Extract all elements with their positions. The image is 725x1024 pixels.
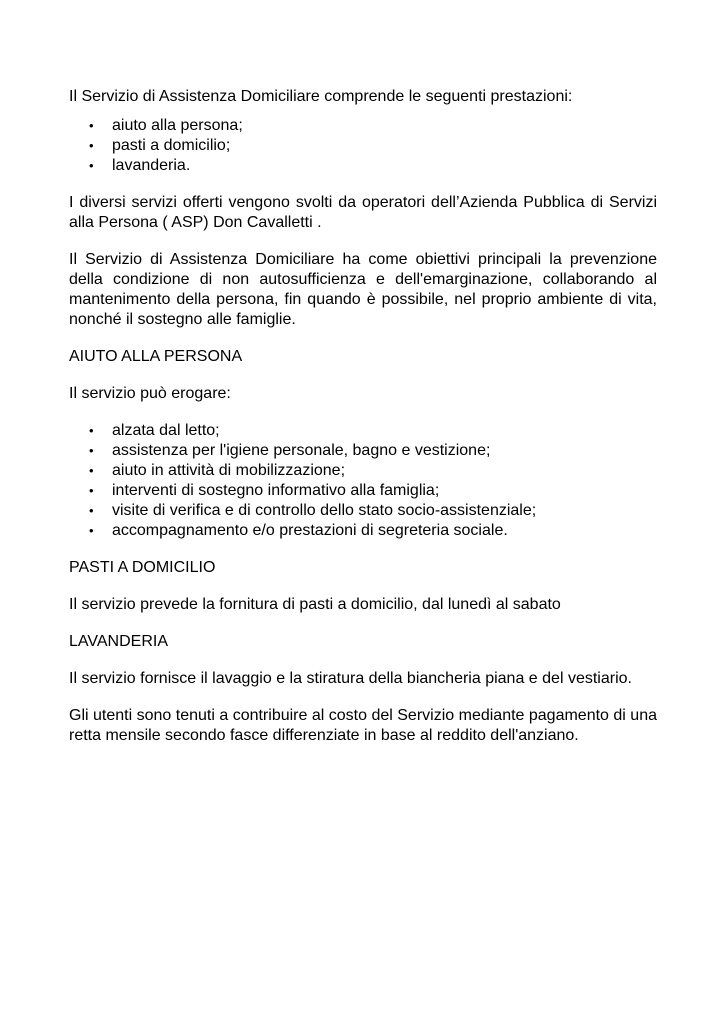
document-page [69,87,657,746]
bullet-icon: • [89,463,94,478]
bullet-icon: • [89,138,94,153]
services-list [69,116,657,176]
list-item [69,116,657,136]
list-item-text: lavanderia. [112,157,191,174]
list-item-text: pasti a domicilio; [112,137,231,154]
list-item [69,441,657,461]
section-text-meals: Il servizio prevede la fornitura di pasti a domicilio, dal lunedì al sabato [69,596,561,613]
intro-paragraph: Il Servizio di Assistenza Domiciliare comprende le seguenti prestazioni: [69,88,573,105]
list-item [69,461,657,481]
list-item [69,136,657,156]
fee-paragraph: Gli utenti sono tenuti a contribuire al costo del Servizio mediante pagamento di una retta mensile secondo fasce differenziate in base al reddito dell'anziano. [69,707,657,744]
person-services-list [69,421,657,541]
list-item [69,156,657,176]
list-item-text: aiuto alla persona; [112,117,243,134]
bullet-icon: • [89,483,94,498]
list-item-text: aiuto in attività di mobilizzazione; [112,462,346,479]
bullet-icon: • [89,158,94,173]
list-item [69,521,657,541]
section-heading-meals: PASTI A DOMICILIO [69,559,216,576]
list-item-text: assistenza per l'igiene personale, bagno e vestizione; [112,442,491,459]
bullet-icon: • [89,503,94,518]
section-text-laundry: Il servizio fornisce il lavaggio e la stiratura della biancheria piana e del vestiario. [69,670,632,687]
list-item-text: accompagnamento e/o prestazioni di segreteria sociale. [112,522,508,539]
objectives-paragraph: Il Servizio di Assistenza Domiciliare ha come obiettivi principali la prevenzione della condizione di non autosufficienza e dell'emarginazione, collaborando al mantenimento della persona, fin quando è possibile, nel proprio ambiente di vita, nonché il sostegno alle famiglie. [69,251,657,328]
list-item-text: alzata dal letto; [112,422,220,439]
list-item [69,421,657,441]
bullet-icon: • [89,443,94,458]
operators-paragraph: I diversi servizi offerti vengono svolti da operatori dell’Azienda Pubblica di Servizi alla Persona ( ASP) Don Cavalletti . [69,194,657,231]
list-item-text: interventi di sostegno informativo alla famiglia; [112,482,440,499]
bullet-icon: • [89,523,94,538]
list-item-text: visite di verifica e di controllo dello stato socio-assistenziale; [112,502,537,519]
list-item [69,481,657,501]
bullet-icon: • [89,118,94,133]
list-item [69,501,657,521]
section-heading-person: AIUTO ALLA PERSONA [69,348,243,365]
bullet-icon: • [89,423,94,438]
section-intro-person: Il servizio può erogare: [69,385,231,402]
section-heading-laundry: LAVANDERIA [69,633,168,650]
